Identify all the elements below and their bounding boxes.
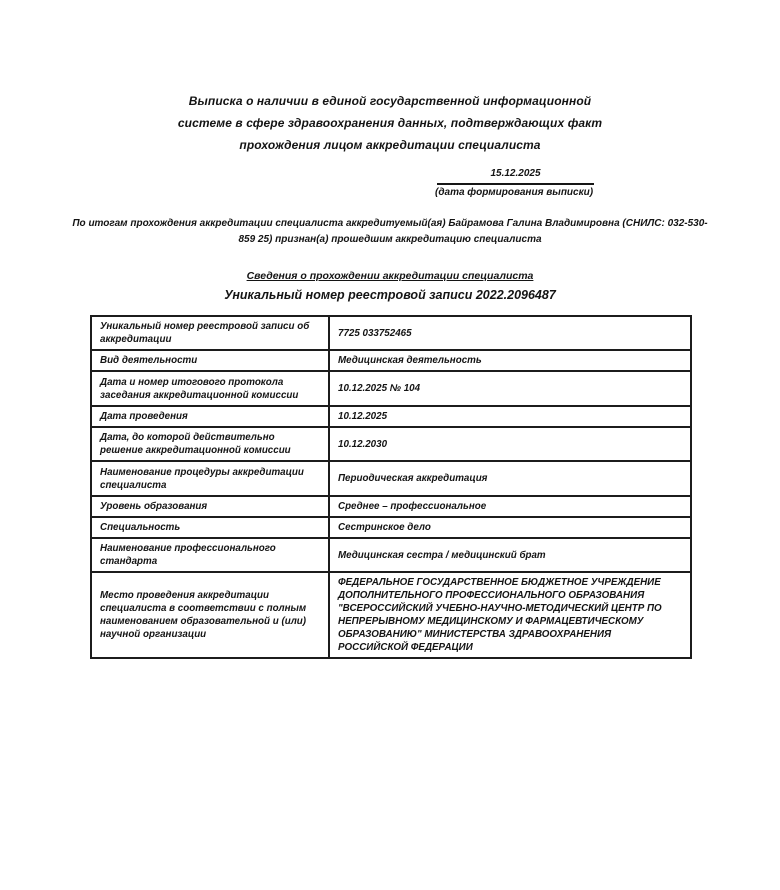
registry-number-heading: Уникальный номер реестровой записи 2022.2096487 (224, 288, 556, 302)
issue-date-block (437, 168, 594, 199)
table-row (91, 427, 691, 461)
issue-date-caption: (дата формирования выписки) (435, 187, 594, 198)
document-title (0, 90, 780, 156)
table-row (91, 406, 691, 427)
table-row-label: Уровень образования (91, 496, 329, 517)
table-row-value: 10.12.2025 № 104 (329, 371, 691, 406)
table-row-value: Медицинская сестра / медицинский брат (329, 538, 691, 572)
document-title-line-3: прохождения лицом аккредитации специалиста (239, 138, 541, 152)
table-row (91, 538, 691, 572)
table-row-value: 7725 033752465 (329, 316, 691, 350)
section-heading: Сведения о прохождении аккредитации специалиста (246, 270, 534, 282)
table-row (91, 496, 691, 517)
table-row-label: Уникальный номер реестровой записи об аккредитации (91, 316, 329, 350)
table-row-value: Медицинская деятельность (329, 350, 691, 371)
table-row-value: Периодическая аккредитация (329, 461, 691, 496)
table-row-value: ФЕДЕРАЛЬНОЕ ГОСУДАРСТВЕННОЕ БЮДЖЕТНОЕ УЧРЕЖДЕНИЕ ДОПОЛНИТЕЛЬНОГО ПРОФЕССИОНАЛЬНОГО ОБРАЗОВАНИЯ "ВСЕРОССИЙСКИЙ УЧЕБНО-НАУЧНО-МЕТОДИЧЕСКИЙ ЦЕНТР ПО НЕПРЕРЫВНОМУ МЕДИЦИНСКОМУ И ФАРМАЦЕВТИЧЕСКОМУ ОБРАЗОВАНИЮ" МИНИСТЕРСТВА ЗДРАВООХРАНЕНИЯ РОССИЙСКОЙ ФЕДЕРАЦИИ (329, 572, 691, 658)
table-row-value: 10.12.2025 (329, 406, 691, 427)
table-row-label: Дата, до которой действительно решение аккредитационной комиссии (91, 427, 329, 461)
table-row (91, 517, 691, 538)
document-title-line-1: Выписка о наличии в единой государственной информационной (188, 94, 592, 108)
table-row-value: Среднее – профессиональное (329, 496, 691, 517)
accreditation-result-paragraph: По итогам прохождения аккредитации специалиста аккредитуемый(ая) Байрамова Галина Владимировна (СНИЛС: 032-530-859 25) признан(а) прошедшим аккредитацию специалиста (72, 218, 708, 245)
table-row (91, 572, 691, 658)
table-row-label: Дата проведения (91, 406, 329, 427)
document-title-line-2: системе в сфере здравоохранения данных, подтверждающих факт (177, 116, 603, 130)
table-row-label: Специальность (91, 517, 329, 538)
table-row (91, 371, 691, 406)
table-row-label: Дата и номер итогового протокола заседания аккредитационной комиссии (91, 371, 329, 406)
table-row (91, 350, 691, 371)
issue-date: 15.12.2025 (437, 168, 594, 185)
table-row-label: Наименование процедуры аккредитации специалиста (91, 461, 329, 496)
table-row-value: 10.12.2030 (329, 427, 691, 461)
table-row-label: Вид деятельности (91, 350, 329, 371)
table-row-value: Сестринское дело (329, 517, 691, 538)
table-row (91, 316, 691, 350)
table-row-label: Место проведения аккредитации специалиста в соответствии с полным наименованием образовательной и (или) научной организации (91, 572, 329, 658)
accreditation-details-table (90, 315, 692, 659)
table-row (91, 461, 691, 496)
table-row-label: Наименование профессионального стандарта (91, 538, 329, 572)
